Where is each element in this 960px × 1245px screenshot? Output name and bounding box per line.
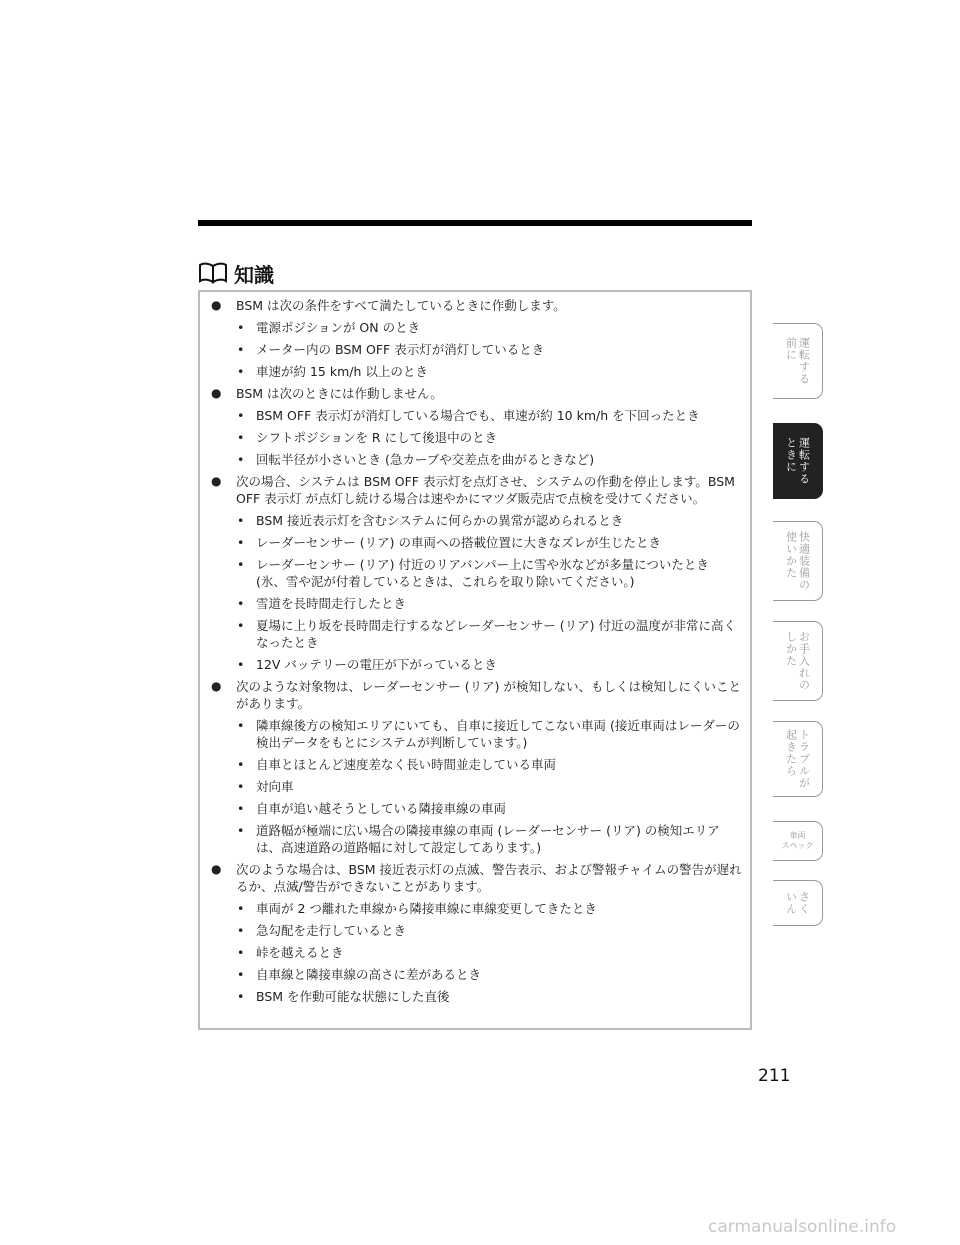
knowledge-subitem xyxy=(210,319,742,336)
sub-bullet-icon: • xyxy=(237,320,245,335)
tab-troubleshooting[interactable]: トラブルが 起きたら xyxy=(773,721,823,797)
sub-bullet-icon: • xyxy=(237,408,245,423)
bullet-icon: ● xyxy=(211,386,222,400)
sub-bullet-icon: • xyxy=(237,452,245,467)
bullet-icon: ● xyxy=(211,862,222,876)
sub-bullet-icon: • xyxy=(237,430,245,445)
knowledge-subitem-text: BSM 接近表示灯を含むシステムに何らかの異常が認められるとき xyxy=(256,513,624,528)
sub-bullet-icon: • xyxy=(237,657,245,672)
tab-maintenance[interactable]: お手入れの しかた xyxy=(773,621,823,701)
sub-bullet-icon: • xyxy=(237,801,245,816)
knowledge-subitem xyxy=(210,988,742,1005)
knowledge-subitem xyxy=(210,800,742,817)
knowledge-subitem-text: 隣車線後方の検知エリアにいても、自車に接近してこない車両 (接近車両はレーダーの検出データをもとにシステムが判断しています。) xyxy=(256,718,740,750)
knowledge-subitem-text: メーター内の BSM OFF 表示灯が消灯しているとき xyxy=(256,342,545,357)
knowledge-subitem-text: 自車線と隣接車線の高さに差があるとき xyxy=(256,967,482,982)
knowledge-subitem-text: 自車が追い越そうとしている隣接車線の車両 xyxy=(256,801,507,816)
knowledge-subitem-text: シフトポジションを R にして後退中のとき xyxy=(256,430,498,445)
knowledge-item-text: BSM は次の条件をすべて満たしているときに作動します。 xyxy=(236,298,566,313)
sub-bullet-icon: • xyxy=(237,967,245,982)
knowledge-subitem xyxy=(210,922,742,939)
knowledge-subitem xyxy=(210,451,742,468)
knowledge-list xyxy=(210,297,742,1010)
tab-index[interactable]: さく いん xyxy=(773,880,823,926)
sub-bullet-icon: • xyxy=(237,779,245,794)
bullet-icon: ● xyxy=(211,474,222,488)
sub-bullet-icon: • xyxy=(237,945,245,960)
sub-bullet-icon: • xyxy=(237,757,245,772)
knowledge-subitem-text: BSM OFF 表示灯が消灯している場合でも、車速が約 10 km/h を下回ったとき xyxy=(256,408,700,423)
book-icon xyxy=(198,261,228,285)
sub-bullet-icon: • xyxy=(237,901,245,916)
knowledge-item-text: 次のような場合は、BSM 接近表示灯の点滅、警告表示、および警報チャイムの警告が遅れるか、点滅/警告ができないことがあります。 xyxy=(236,862,742,894)
knowledge-subitem-text: 対向車 xyxy=(256,779,294,794)
knowledge-item xyxy=(210,473,742,507)
knowledge-subitem-text: 雪道を長時間走行したとき xyxy=(256,596,407,611)
knowledge-subitem xyxy=(210,407,742,424)
heading-title: 知識 xyxy=(234,262,274,287)
sub-bullet-icon: • xyxy=(237,596,245,611)
bullet-icon: ● xyxy=(211,679,222,693)
top-rule xyxy=(198,220,752,226)
knowledge-subitem xyxy=(210,966,742,983)
knowledge-subitem xyxy=(210,617,742,651)
knowledge-subitem-text: 急勾配を走行しているとき xyxy=(256,923,407,938)
knowledge-subitem xyxy=(210,778,742,795)
knowledge-subitem-text: 回転半径が小さいとき (急カーブや交差点を曲がるときなど) xyxy=(256,452,595,467)
knowledge-subitem xyxy=(210,534,742,551)
tab-before-driving[interactable]: 運転する 前に xyxy=(773,323,823,399)
knowledge-subitem xyxy=(210,429,742,446)
knowledge-subitem-text: 12V バッテリーの電圧が下がっているとき xyxy=(256,657,497,672)
knowledge-item-text: 次のような対象物は、レーダーセンサー (リア) が検知しない、もしくは検知しにくいことがあります。 xyxy=(236,679,741,711)
knowledge-subitem xyxy=(210,595,742,612)
knowledge-item xyxy=(210,861,742,895)
sub-bullet-icon: • xyxy=(237,364,245,379)
knowledge-subitem xyxy=(210,900,742,917)
knowledge-subitem-text: 道路幅が極端に広い場合の隣接車線の車両 (レーダーセンサー (リア) の検知エリアは、高速道路の道路幅に対して設定してあります。) xyxy=(256,823,720,855)
knowledge-item xyxy=(210,385,742,402)
tab-while-driving[interactable]: 運転する ときに xyxy=(773,423,823,499)
sub-bullet-icon: • xyxy=(237,989,245,1004)
sub-bullet-icon: • xyxy=(237,823,245,838)
knowledge-subitem-text: 電源ポジションが ON のとき xyxy=(256,320,421,335)
knowledge-subitem xyxy=(210,556,742,590)
knowledge-item xyxy=(210,297,742,314)
sub-bullet-icon: • xyxy=(237,535,245,550)
sub-bullet-icon: • xyxy=(237,923,245,938)
tab-comfort-features[interactable]: 快適装備の 使いかた xyxy=(773,521,823,601)
knowledge-heading xyxy=(198,258,274,288)
knowledge-subitem xyxy=(210,341,742,358)
knowledge-subitem-text: BSM を作動可能な状態にした直後 xyxy=(256,989,450,1004)
knowledge-subitem-text: 夏場に上り坂を長時間走行するなどレーダーセンサー (リア) 付近の温度が非常に高くなったとき xyxy=(256,618,736,650)
knowledge-subitem xyxy=(210,512,742,529)
knowledge-subitem-text: 車速が約 15 km/h 以上のとき xyxy=(256,364,428,379)
knowledge-subitem-text: 車両が 2 つ離れた車線から隣接車線に車線変更してきたとき xyxy=(256,901,597,916)
knowledge-subitem xyxy=(210,822,742,856)
sub-bullet-icon: • xyxy=(237,618,245,633)
knowledge-item-text: 次の場合、システムは BSM OFF 表示灯を点灯させ、システムの作動を停止します。BSM OFF 表示灯 が点灯し続ける場合は速やかにマツダ販売店で点検を受けてください。 xyxy=(236,474,735,506)
sub-bullet-icon: • xyxy=(237,342,245,357)
knowledge-subitem-text: レーダーセンサー (リア) の車両への搭載位置に大きなズレが生じたとき xyxy=(256,535,661,550)
knowledge-subitem-text: レーダーセンサー (リア) 付近のリアバンパー上に雪や氷などが多量についたとき (氷、雪や泥が付着しているときは、これらを取り除いてください。) xyxy=(256,557,709,589)
knowledge-item xyxy=(210,678,742,712)
sub-bullet-icon: • xyxy=(237,513,245,528)
page-number: 211 xyxy=(758,1066,791,1086)
knowledge-subitem-text: 峠を越えるとき xyxy=(256,945,344,960)
watermark: carmanualsonline.info xyxy=(708,1217,897,1237)
sub-bullet-icon: • xyxy=(237,718,245,733)
knowledge-item-text: BSM は次のときには作動しません。 xyxy=(236,386,443,401)
knowledge-subitem xyxy=(210,717,742,751)
bullet-icon: ● xyxy=(211,298,222,312)
knowledge-subitem xyxy=(210,756,742,773)
sub-bullet-icon: • xyxy=(237,557,245,572)
knowledge-subitem xyxy=(210,656,742,673)
knowledge-subitem xyxy=(210,944,742,961)
tab-specifications[interactable]: 車両 スペック xyxy=(773,821,823,861)
knowledge-subitem-text: 自車とほとんど速度差なく長い時間並走している車両 xyxy=(256,757,557,772)
knowledge-subitem xyxy=(210,363,742,380)
